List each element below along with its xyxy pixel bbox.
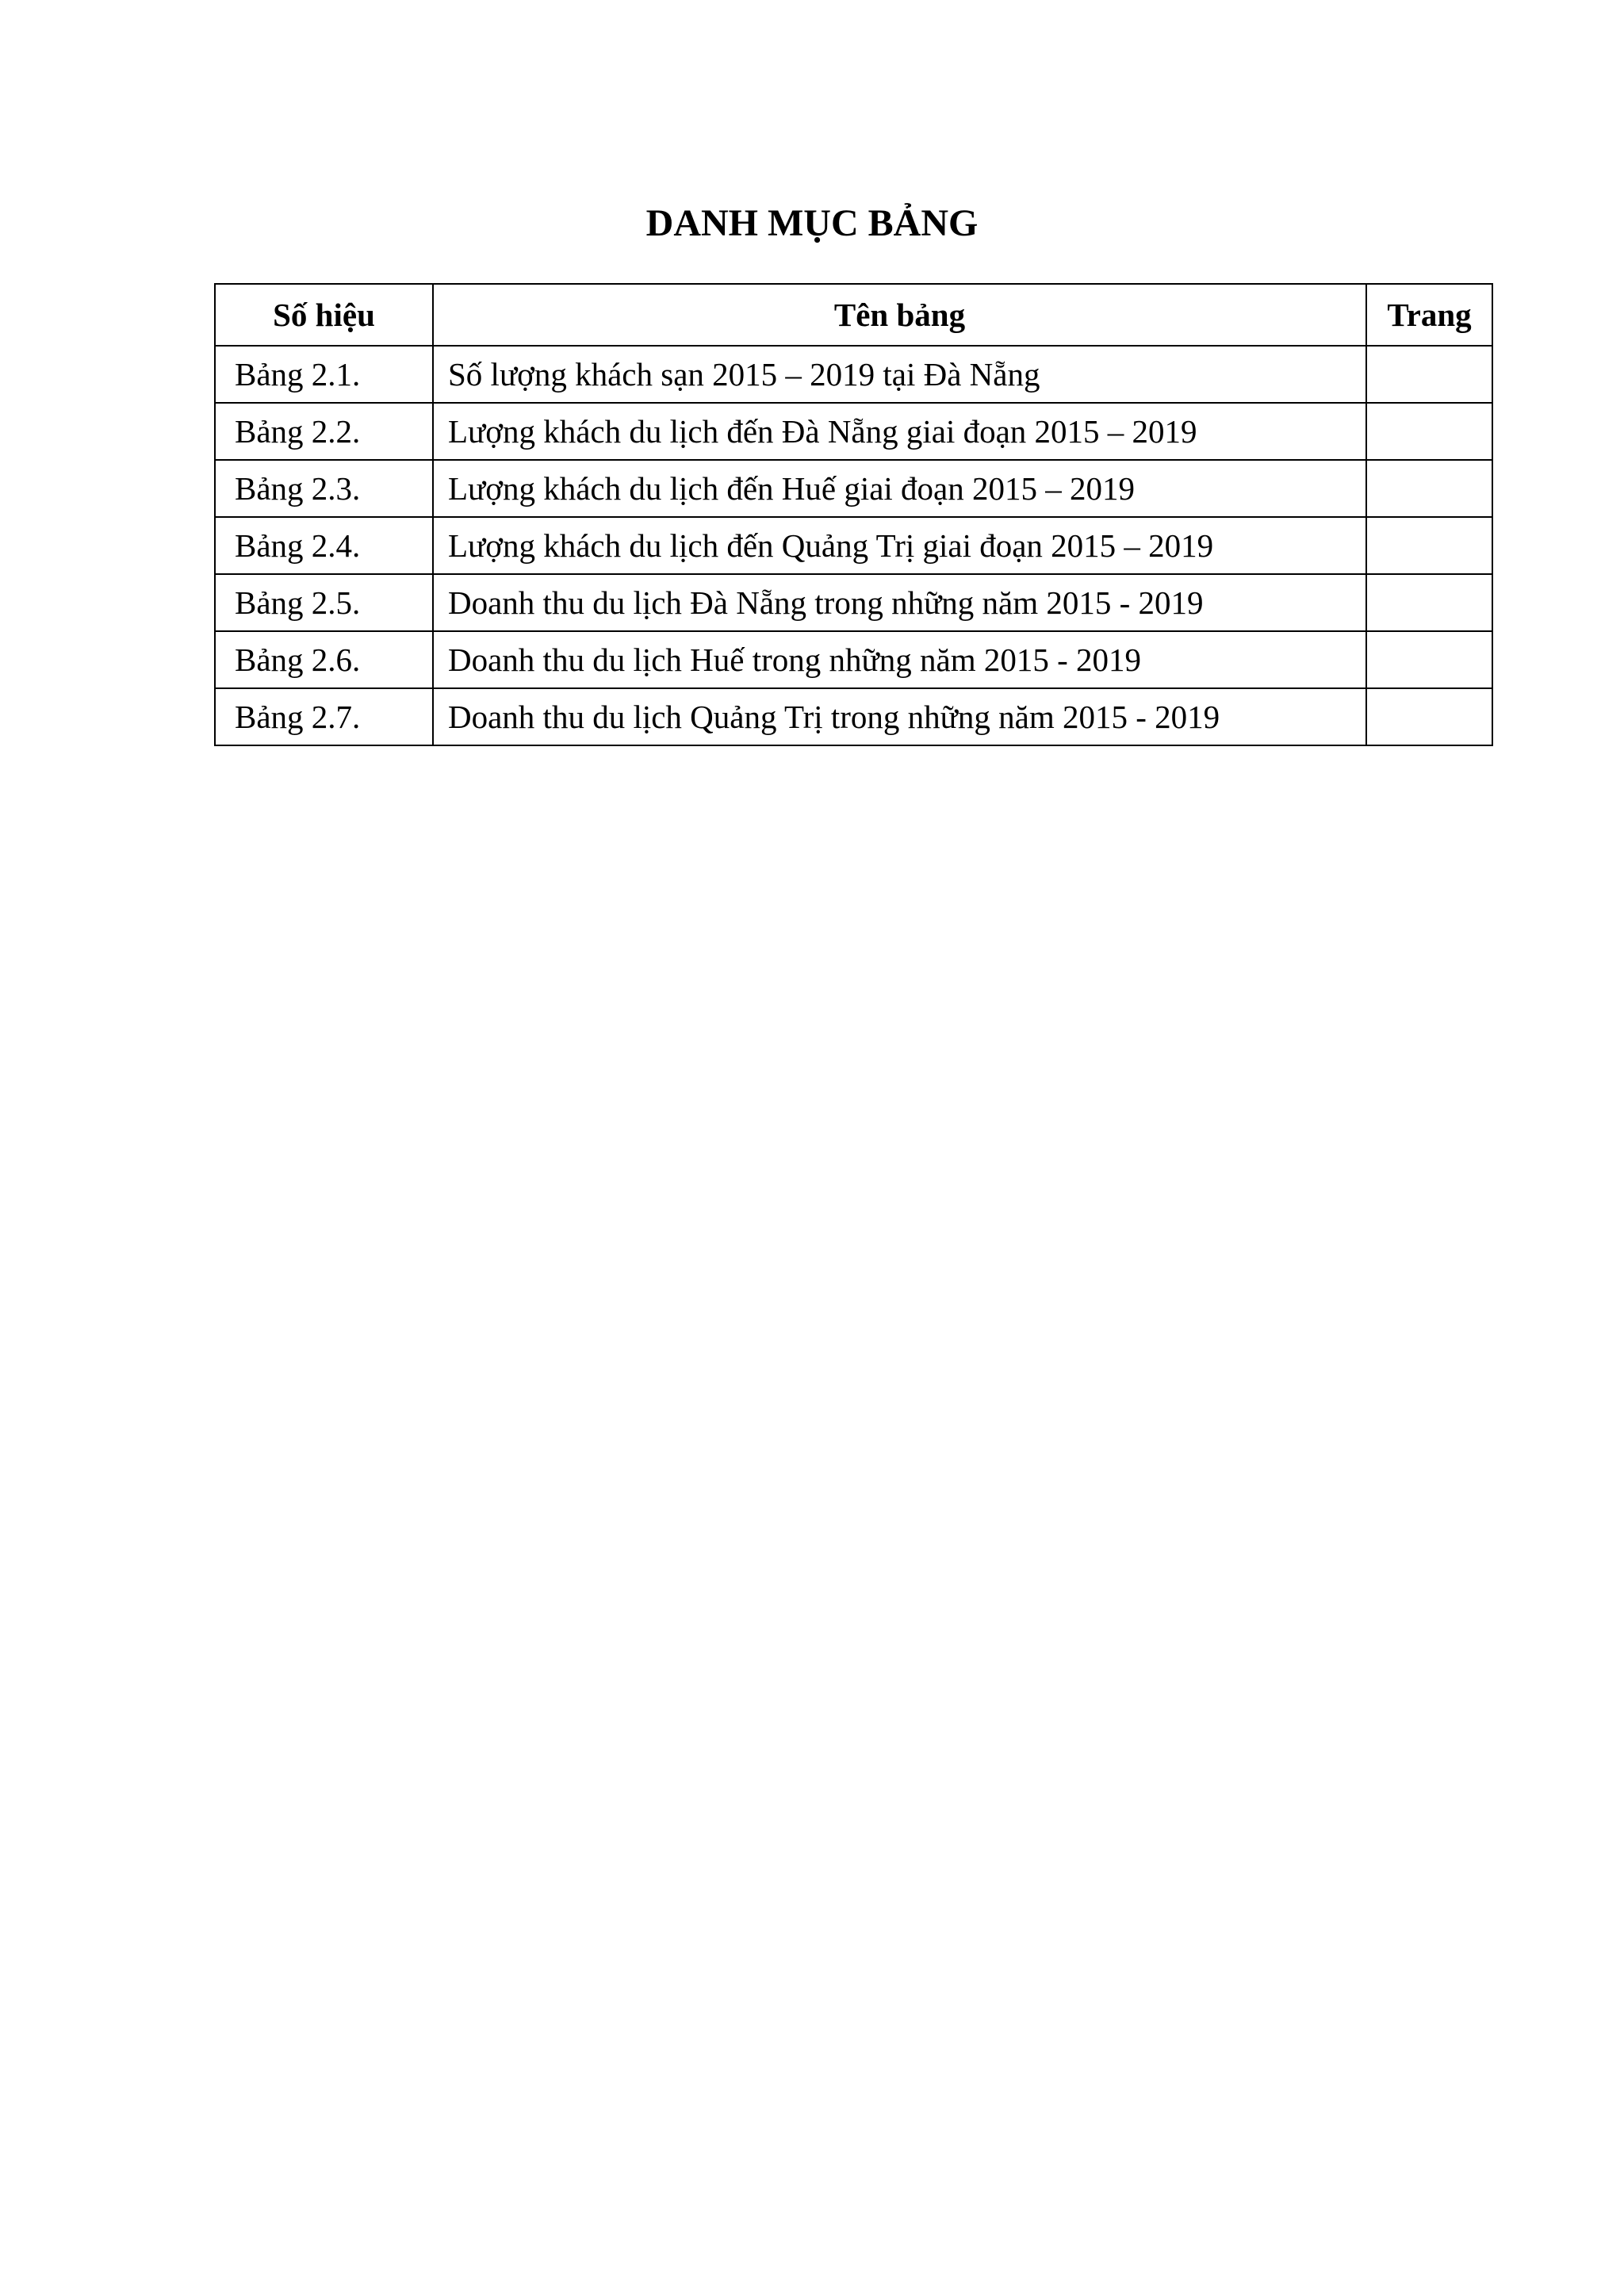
row-table-name: Lượng khách du lịch đến Huế giai đoạn 2015 – 2019 (433, 460, 1366, 517)
row-table-name: Doanh thu du lịch Quảng Trị trong những năm 2015 - 2019 (433, 688, 1366, 745)
row-table-name: Lượng khách du lịch đến Quảng Trị giai đoạn 2015 – 2019 (433, 517, 1366, 574)
row-table-name: Số lượng khách sạn 2015 – 2019 tại Đà Nẵng (433, 346, 1366, 403)
row-number: Bảng 2.2. (215, 403, 433, 460)
header-page: Trang (1366, 284, 1492, 346)
table-row (215, 688, 1492, 745)
row-number: Bảng 2.5. (215, 574, 433, 631)
row-number: Bảng 2.1. (215, 346, 433, 403)
row-number: Bảng 2.3. (215, 460, 433, 517)
table-list (214, 283, 1493, 746)
row-page (1366, 574, 1492, 631)
table-row (215, 517, 1492, 574)
header-number: Số hiệu (215, 284, 433, 346)
row-table-name: Doanh thu du lịch Đà Nẵng trong những năm 2015 - 2019 (433, 574, 1366, 631)
row-page (1366, 517, 1492, 574)
row-number: Bảng 2.4. (215, 517, 433, 574)
page-title: DANH MỤC BẢNG (645, 202, 979, 244)
row-number: Bảng 2.7. (215, 688, 433, 745)
row-table-name: Lượng khách du lịch đến Đà Nẵng giai đoạn 2015 – 2019 (433, 403, 1366, 460)
row-page (1366, 631, 1492, 688)
row-table-name: Doanh thu du lịch Huế trong những năm 2015 - 2019 (433, 631, 1366, 688)
row-page (1366, 346, 1492, 403)
table-row (215, 403, 1492, 460)
table-row (215, 460, 1492, 517)
row-page (1366, 460, 1492, 517)
table-row (215, 631, 1492, 688)
table-row (215, 346, 1492, 403)
row-number: Bảng 2.6. (215, 631, 433, 688)
header-table-name: Tên bảng (433, 284, 1366, 346)
table-header-row (215, 284, 1492, 346)
row-page (1366, 688, 1492, 745)
row-page (1366, 403, 1492, 460)
table-row (215, 574, 1492, 631)
